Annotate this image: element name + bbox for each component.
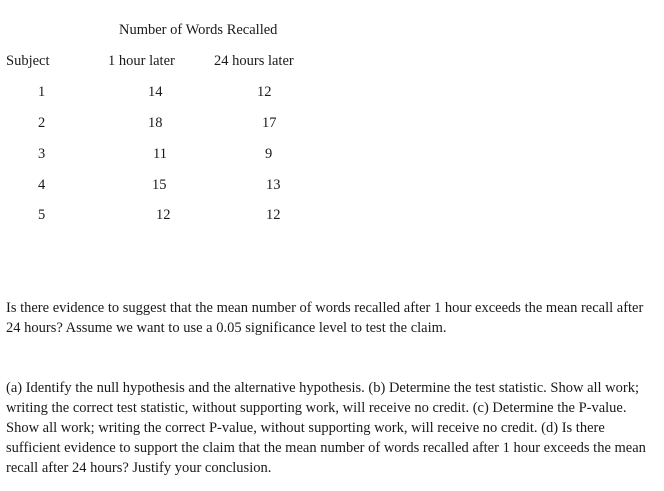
question-paragraph: Is there evidence to suggest that the mean number of words recalled after 1 hour exceeds the mean recall after 24 hours? Assume we want to use a 0.05 significance level to test the claim. bbox=[6, 300, 644, 336]
instructions-paragraph: (a) Identify the null hypothesis and the alternative hypothesis. (b) Determine the test statistic. Show all work; writing the correct test statistic, without supporting work, will receive no credit. (c) Determine the P-value. Show all work; writing the correct P-value, without supporting work, will receive no credit. (d) Is there sufficient evidence to support the claim that the mean number of words recalled after 1 hour exceeds the mean recall after 24 hours? Justify your conclusion. bbox=[6, 380, 646, 476]
subject-column-header: Subject bbox=[6, 53, 50, 69]
twenty-four-hours-column-header: 24 hours later bbox=[214, 53, 294, 69]
twenty-four-hours-cell: 13 bbox=[266, 177, 281, 193]
table-row bbox=[0, 84, 400, 104]
one-hour-column-header: 1 hour later bbox=[108, 53, 175, 69]
table-row bbox=[0, 146, 400, 166]
twenty-four-hours-cell: 9 bbox=[265, 146, 273, 162]
subject-cell: 1 bbox=[38, 84, 46, 100]
table-row bbox=[0, 207, 400, 227]
subject-cell: 2 bbox=[38, 115, 46, 131]
one-hour-cell: 18 bbox=[148, 115, 163, 131]
subject-cell: 5 bbox=[38, 207, 46, 223]
twenty-four-hours-cell: 12 bbox=[257, 84, 272, 100]
one-hour-cell: 15 bbox=[152, 177, 167, 193]
table-title: Number of Words Recalled bbox=[119, 22, 278, 38]
subject-cell: 3 bbox=[38, 146, 46, 162]
table-row bbox=[0, 177, 400, 197]
twenty-four-hours-cell: 12 bbox=[266, 207, 281, 223]
subject-cell: 4 bbox=[38, 177, 46, 193]
one-hour-cell: 14 bbox=[148, 84, 163, 100]
twenty-four-hours-cell: 17 bbox=[262, 115, 277, 131]
one-hour-cell: 11 bbox=[153, 146, 167, 162]
one-hour-cell: 12 bbox=[156, 207, 171, 223]
table-row bbox=[0, 115, 400, 135]
